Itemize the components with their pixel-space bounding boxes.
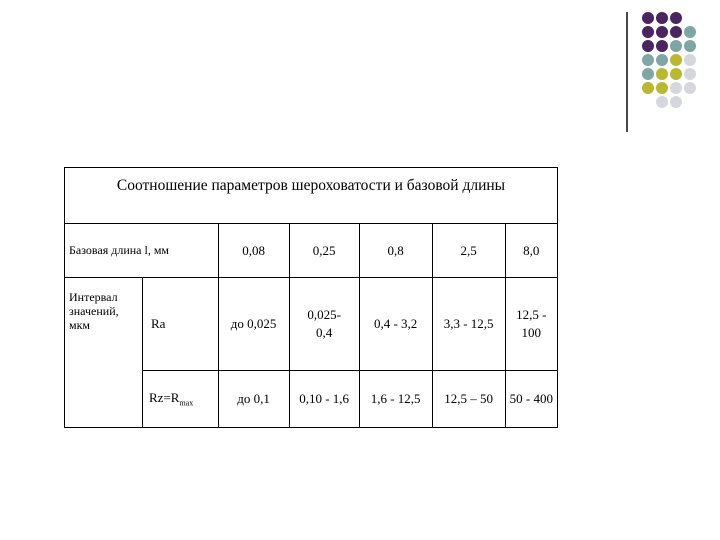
rz-label-main: Rz=R	[149, 390, 180, 406]
rz-value-cell: до 0,1	[218, 371, 289, 428]
decor-dot	[684, 68, 696, 80]
decor-dot	[670, 54, 682, 66]
rz-label-sub: max	[179, 398, 194, 408]
decor-dot	[684, 54, 696, 66]
decor-dot	[670, 82, 682, 94]
ra-value-cell: 0,4 - 3,2	[359, 278, 432, 371]
base-length-label: Базовая длина l, мм	[65, 224, 219, 278]
ra-value-cell: 0,025- 0,4	[289, 278, 359, 371]
divider-line	[626, 12, 628, 132]
base-length-cell: 0,08	[218, 224, 289, 278]
decor-dot	[656, 26, 668, 38]
decor-dot	[670, 68, 682, 80]
base-length-cell: 0,8	[359, 224, 432, 278]
table-row-base-length	[65, 224, 558, 278]
ra-value-cell: до 0,025	[218, 278, 289, 371]
base-length-cell: 2,5	[432, 224, 505, 278]
decor-dot	[656, 82, 668, 94]
ra-value-cell: 3,3 - 12,5	[432, 278, 505, 371]
base-length-cell: 0,25	[289, 224, 359, 278]
decor-dot	[656, 54, 668, 66]
rz-value-cell: 0,10 - 1,6	[289, 371, 359, 428]
decor-dot	[656, 96, 668, 108]
rz-value-cell: 50 - 400	[505, 371, 557, 428]
decor-dot	[642, 40, 654, 52]
rz-value-cell: 1,6 - 12,5	[359, 371, 432, 428]
roughness-table	[64, 167, 558, 428]
decor-dot	[684, 26, 696, 38]
decor-dot	[684, 82, 696, 94]
rz-label	[143, 371, 219, 428]
decor-dot	[656, 12, 668, 24]
decor-dot	[642, 68, 654, 80]
decorative-dot-grid	[640, 10, 720, 120]
decor-dot	[656, 40, 668, 52]
decor-dot	[670, 26, 682, 38]
decor-dot	[656, 68, 668, 80]
decor-dot	[642, 82, 654, 94]
interval-label: Интервал значений, мкм	[65, 278, 143, 428]
decor-dot	[670, 40, 682, 52]
ra-label: Ra	[143, 278, 219, 371]
base-length-cell: 8,0	[505, 224, 557, 278]
ra-value-cell: 12,5 - 100	[505, 278, 557, 371]
decor-dot	[642, 12, 654, 24]
decor-dot	[642, 26, 654, 38]
table-title-cell	[65, 168, 558, 224]
table-title: Соотношение параметров шероховатости и базовой длины	[116, 176, 506, 194]
decor-dot	[670, 96, 682, 108]
decor-dot	[642, 54, 654, 66]
table-row-ra	[65, 278, 558, 371]
decor-dot	[684, 40, 696, 52]
rz-value-cell: 12,5 – 50	[432, 371, 505, 428]
decor-dot	[670, 12, 682, 24]
